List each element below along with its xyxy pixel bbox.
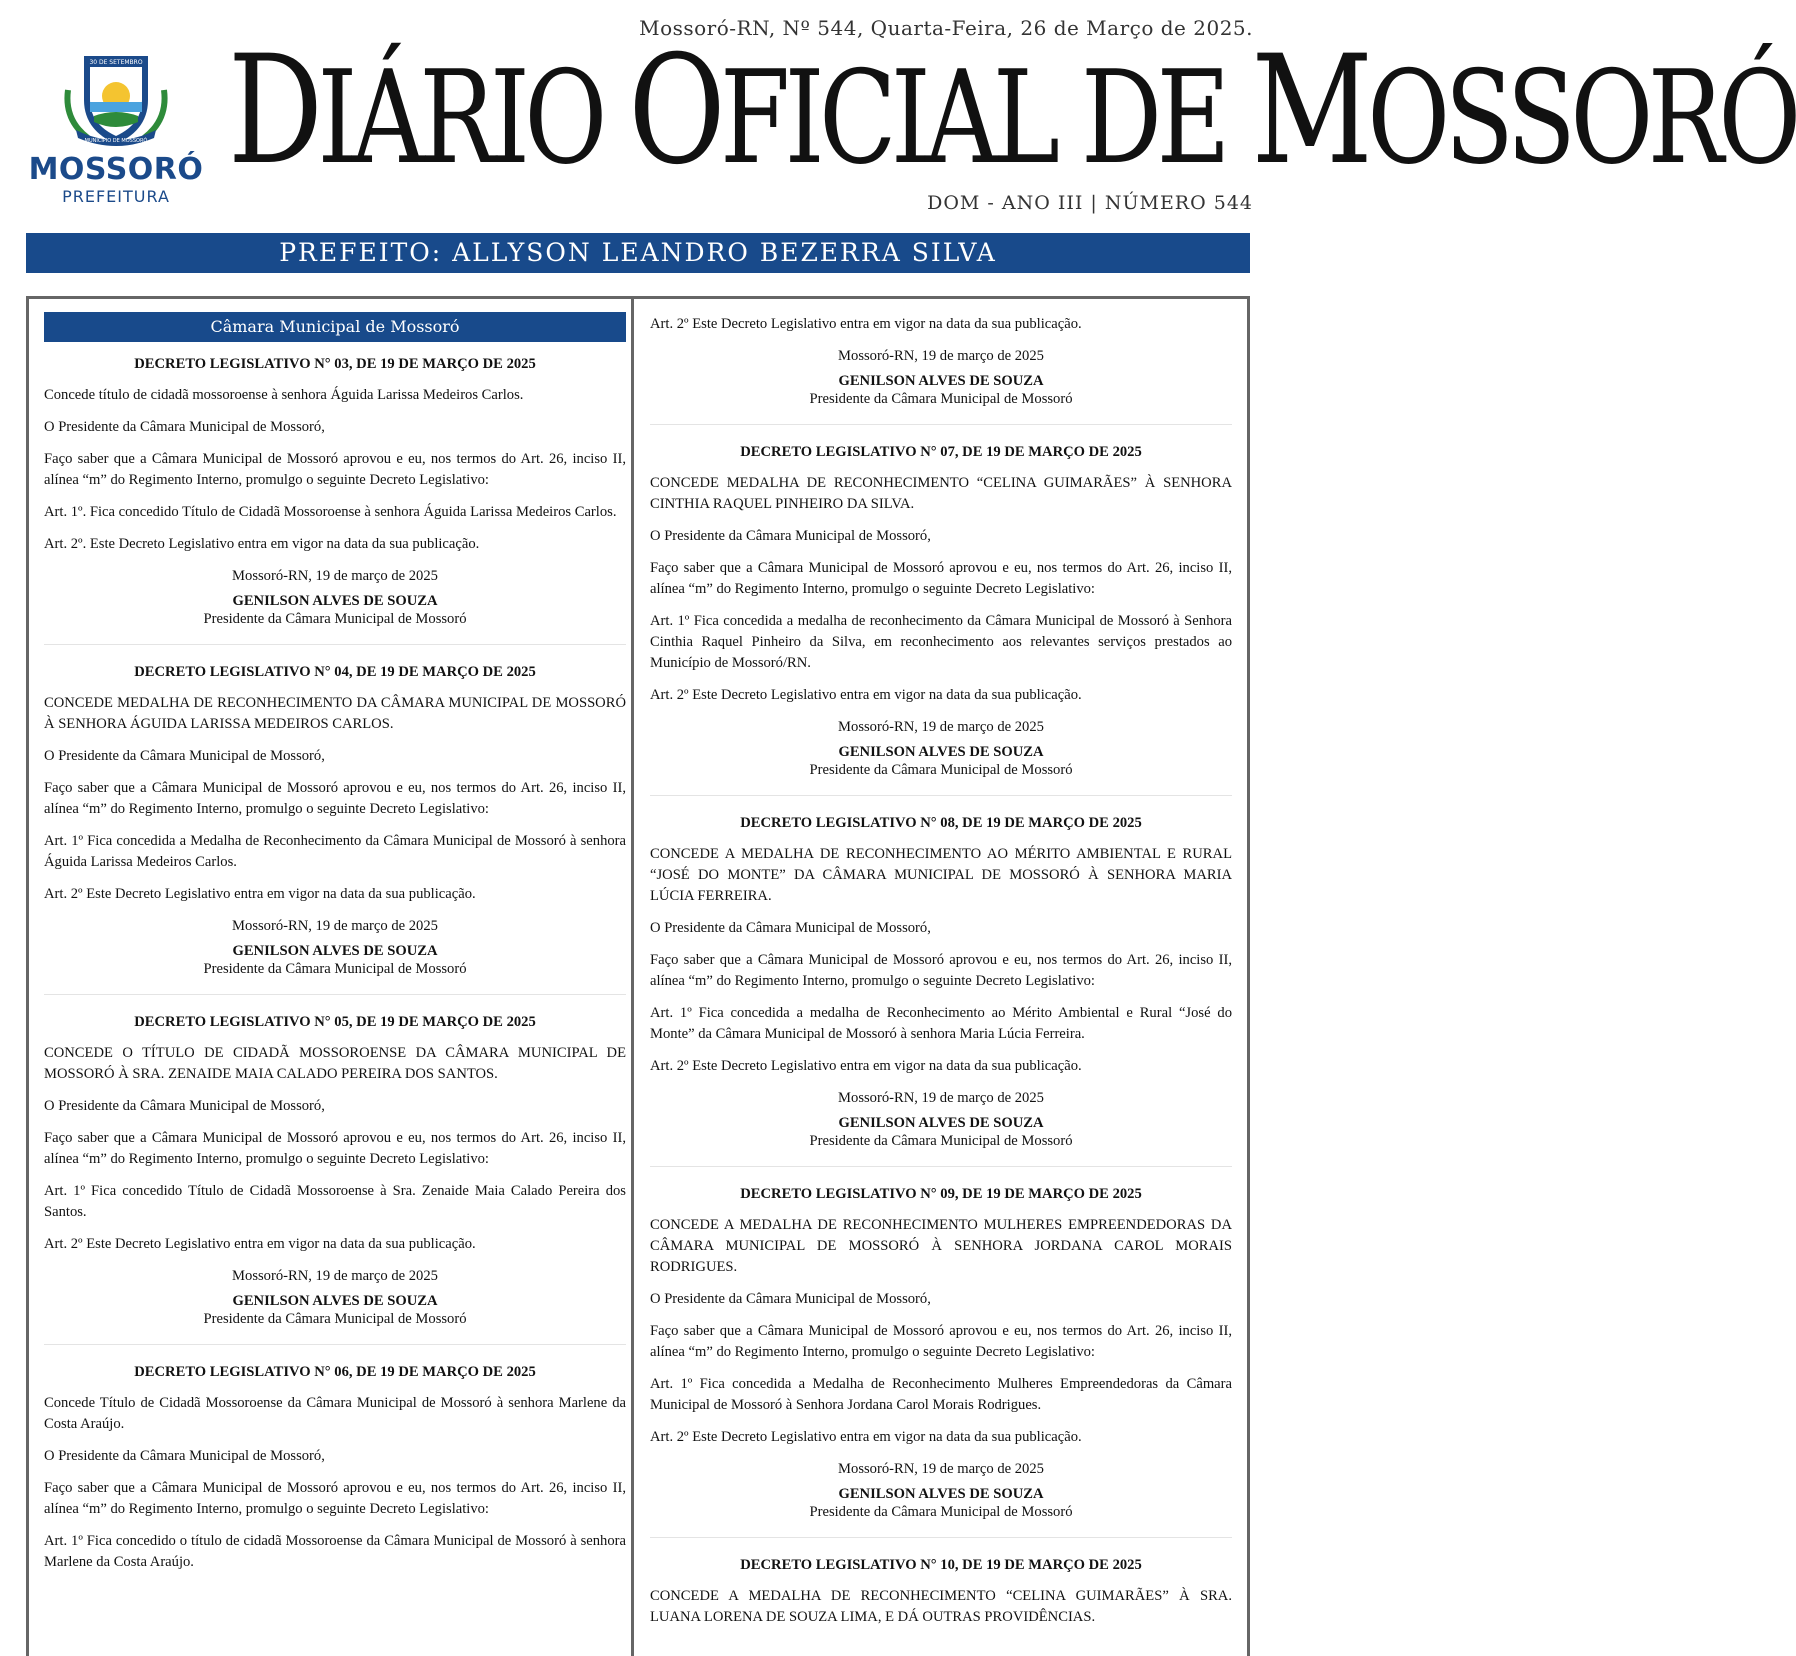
right-column [650,314,1232,1639]
article-1: Art. 1º Fica concedida a Medalha de Reconhecimento Mulheres Empreendedoras da Câmara Municipal de Mossoró à Senhora Jordana Carol Morais Rodrigues. [650,1376,1232,1413]
prefeitura-logo [26,50,206,210]
president-line: O Presidente da Câmara Municipal de Mossoró, [650,920,931,936]
decree-title: DECRETO LEGISLATIVO N° 04, DE 19 DE MARÇO DE 2025 [134,664,536,680]
decree-05 [44,1012,626,1328]
signer-role: Presidente da Câmara Municipal de Mossoró [809,1504,1073,1520]
decree-separator [650,795,1232,796]
article-1: Art. 1º. Fica concedido Título de Cidadã Mossoroense à senhora Águida Larissa Medeiros Carlos. [44,504,617,520]
president-line: O Presidente da Câmara Municipal de Mossoró, [44,748,325,764]
president-line: O Presidente da Câmara Municipal de Mossoró, [650,1291,931,1307]
president-line: O Presidente da Câmara Municipal de Mossoró, [650,528,931,544]
promulgation-text: Faço saber que a Câmara Municipal de Mossoró aprovou e eu, nos termos do Art. 26, inciso II, alínea “m” do Regimento Interno, promulgo o seguinte Decreto Legislativo: [44,451,626,488]
promulgation-text: Faço saber que a Câmara Municipal de Mossoró aprovou e eu, nos termos do Art. 26, inciso II, alínea “m” do Regimento Interno, promulgo o seguinte Decreto Legislativo: [44,780,626,817]
president-line: O Presidente da Câmara Municipal de Mossoró, [44,1448,325,1464]
decree-08 [650,813,1232,1150]
signer-name: GENILSON ALVES DE SOUZA [232,943,438,959]
decree-title: DECRETO LEGISLATIVO N° 07, DE 19 DE MARÇO DE 2025 [740,444,1142,460]
decree-summary: Concede título de cidadã mossoroense à senhora Águida Larissa Medeiros Carlos. [44,387,524,403]
decree-separator [650,424,1232,425]
article-2: Art. 2º Este Decreto Legislativo entra em vigor na data da sua publicação. [650,1058,1082,1074]
decree-title: DECRETO LEGISLATIVO N° 05, DE 19 DE MARÇO DE 2025 [134,1014,536,1030]
article-2: Art. 2º Este Decreto Legislativo entra em vigor na data da sua publicação. [650,687,1082,703]
decree-separator [44,1344,626,1345]
decree-summary: Concede Título de Cidadã Mossoroense da Câmara Municipal de Mossoró à senhora Marlene da Costa Araújo. [44,1395,626,1432]
article-1: Art. 1º Fica concedida a Medalha de Reconhecimento da Câmara Municipal de Mossoró à senhora Águida Larissa Medeiros Carlos. [44,833,626,870]
article-2: Art. 2º. Este Decreto Legislativo entra em vigor na data da sua publicação. [44,536,480,552]
decree-09 [650,1184,1232,1521]
issue-dateline: Mossoró-RN, Nº 544, Quarta-Feira, 26 de Março de 2025. [639,16,1253,40]
signer-role: Presidente da Câmara Municipal de Mossoró [203,961,467,977]
masthead-title: DIÁRIO OFICIAL DE MOSSORÓ [228,24,1796,198]
section-title: Câmara Municipal de Mossoró [44,312,626,342]
decree-06 [44,1362,626,1573]
decree-separator [650,1537,1232,1538]
article-2: Art. 2º Este Decreto Legislativo entra em vigor na data da sua publicação. [650,1429,1082,1445]
decree-06-continued [650,314,1232,408]
decree-summary: CONCEDE MEDALHA DE RECONHECIMENTO “CELINA GUIMARÃES” À SENHORA CINTHIA RAQUEL PINHEIRO DA SILVA. [650,475,1232,512]
decree-title: DECRETO LEGISLATIVO N° 03, DE 19 DE MARÇO DE 2025 [134,356,536,372]
decree-04 [44,662,626,978]
logo-city-name: MOSSORÓ [28,152,204,187]
decree-summary: CONCEDE MEDALHA DE RECONHECIMENTO DA CÂMARA MUNICIPAL DE MOSSORÓ À SENHORA ÁGUIDA LARISSA MEDEIROS CARLOS. [44,695,626,732]
promulgation-text: Faço saber que a Câmara Municipal de Mossoró aprovou e eu, nos termos do Art. 26, inciso II, alínea “m” do Regimento Interno, promulgo o seguinte Decreto Legislativo: [650,952,1232,989]
signer-role: Presidente da Câmara Municipal de Mossoró [809,391,1073,407]
signer-name: GENILSON ALVES DE SOUZA [232,1293,438,1309]
svg-text:30 DE SETEMBRO: 30 DE SETEMBRO [89,59,143,66]
article-2: Art. 2º Este Decreto Legislativo entra em vigor na data da sua publicação. [44,886,476,902]
signer-name: GENILSON ALVES DE SOUZA [838,744,1044,760]
article-2: Art. 2º Este Decreto Legislativo entra em vigor na data da sua publicação. [44,1236,476,1252]
decree-summary: CONCEDE O TÍTULO DE CIDADÃ MOSSOROENSE DA CÂMARA MUNICIPAL DE MOSSORÓ À SRA. ZENAIDE MAIA CALADO PEREIRA DOS SANTOS. [44,1045,626,1082]
signer-role: Presidente da Câmara Municipal de Mossoró [809,762,1073,778]
decree-summary: CONCEDE A MEDALHA DE RECONHECIMENTO “CELINA GUIMARÃES” À SRA. LUANA LORENA DE SOUZA LIMA, E DÁ OUTRAS PROVIDÊNCIAS. [650,1588,1232,1625]
decree-03 [44,354,626,628]
signer-name: GENILSON ALVES DE SOUZA [838,1115,1044,1131]
decree-separator [650,1166,1232,1167]
place-date: Mossoró-RN, 19 de março de 2025 [232,1268,438,1284]
promulgation-text: Faço saber que a Câmara Municipal de Mossoró aprovou e eu, nos termos do Art. 26, inciso II, alínea “m” do Regimento Interno, promulgo o seguinte Decreto Legislativo: [650,560,1232,597]
place-date: Mossoró-RN, 19 de março de 2025 [232,568,438,584]
signer-name: GENILSON ALVES DE SOUZA [838,373,1044,389]
decree-separator [44,644,626,645]
president-line: O Presidente da Câmara Municipal de Mossoró, [44,1098,325,1114]
article-2: Art. 2º Este Decreto Legislativo entra em vigor na data da sua publicação. [650,316,1082,332]
decree-title: DECRETO LEGISLATIVO N° 08, DE 19 DE MARÇO DE 2025 [740,815,1142,831]
signer-role: Presidente da Câmara Municipal de Mossoró [809,1133,1073,1149]
signer-name: GENILSON ALVES DE SOUZA [838,1486,1044,1502]
article-1: Art. 1º Fica concedido o título de cidadã Mossoroense da Câmara Municipal de Mossoró à senhora Marlene da Costa Araújo. [44,1533,626,1570]
left-column [44,312,626,1584]
mayor-banner: PREFEITO: ALLYSON LEANDRO BEZERRA SILVA [26,233,1250,273]
promulgation-text: Faço saber que a Câmara Municipal de Mossoró aprovou e eu, nos termos do Art. 26, inciso II, alínea “m” do Regimento Interno, promulgo o seguinte Decreto Legislativo: [44,1480,626,1517]
decree-title: DECRETO LEGISLATIVO N° 09, DE 19 DE MARÇO DE 2025 [740,1186,1142,1202]
city-seal-icon [58,50,174,150]
edition-number: DOM - ANO III | NÚMERO 544 [927,192,1253,214]
place-date: Mossoró-RN, 19 de março de 2025 [838,1090,1044,1106]
decree-separator [44,994,626,995]
signer-role: Presidente da Câmara Municipal de Mossoró [203,611,467,627]
decree-summary: CONCEDE A MEDALHA DE RECONHECIMENTO AO MÉRITO AMBIENTAL E RURAL “JOSÉ DO MONTE” DA CÂMARA MUNICIPAL DE MOSSORÓ À SENHORA MARIA LÚCIA FERREIRA. [650,846,1232,904]
article-1: Art. 1º Fica concedido Título de Cidadã Mossoroense à Sra. Zenaide Maia Calado Pereira dos Santos. [44,1183,626,1220]
place-date: Mossoró-RN, 19 de março de 2025 [838,1461,1044,1477]
promulgation-text: Faço saber que a Câmara Municipal de Mossoró aprovou e eu, nos termos do Art. 26, inciso II, alínea “m” do Regimento Interno, promulgo o seguinte Decreto Legislativo: [650,1323,1232,1360]
place-date: Mossoró-RN, 19 de março de 2025 [838,348,1044,364]
decree-10 [650,1555,1232,1628]
signer-role: Presidente da Câmara Municipal de Mossoró [203,1311,467,1327]
decree-07 [650,442,1232,779]
decree-title: DECRETO LEGISLATIVO N° 10, DE 19 DE MARÇO DE 2025 [740,1557,1142,1573]
article-1: Art. 1º Fica concedida a medalha de reconhecimento da Câmara Municipal de Mossoró à Senhora Cinthia Raquel Pinheiro da Silva, em reconhecimento aos relevantes serviços prestados ao Município de Mossoró/RN. [650,613,1232,671]
article-1: Art. 1º Fica concedida a medalha de Reconhecimento ao Mérito Ambiental e Rural “José do Monte” da Câmara Municipal de Mossoró à senhora Maria Lúcia Ferreira. [650,1005,1232,1042]
place-date: Mossoró-RN, 19 de março de 2025 [838,719,1044,735]
logo-prefeitura-label: PREFEITURA [62,187,170,206]
decree-title: DECRETO LEGISLATIVO N° 06, DE 19 DE MARÇO DE 2025 [134,1364,536,1380]
svg-text:MUNICÍPIO DE MOSSORÓ: MUNICÍPIO DE MOSSORÓ [84,138,148,144]
president-line: O Presidente da Câmara Municipal de Mossoró, [44,419,325,435]
decree-summary: CONCEDE A MEDALHA DE RECONHECIMENTO MULHERES EMPREENDEDORAS DA CÂMARA MUNICIPAL DE MOSSORÓ À SENHORA JORDANA CAROL MORAIS RODRIGUES. [650,1217,1232,1275]
signer-name: GENILSON ALVES DE SOUZA [232,593,438,609]
promulgation-text: Faço saber que a Câmara Municipal de Mossoró aprovou e eu, nos termos do Art. 26, inciso II, alínea “m” do Regimento Interno, promulgo o seguinte Decreto Legislativo: [44,1130,626,1167]
column-divider [631,296,634,1656]
place-date: Mossoró-RN, 19 de março de 2025 [232,918,438,934]
